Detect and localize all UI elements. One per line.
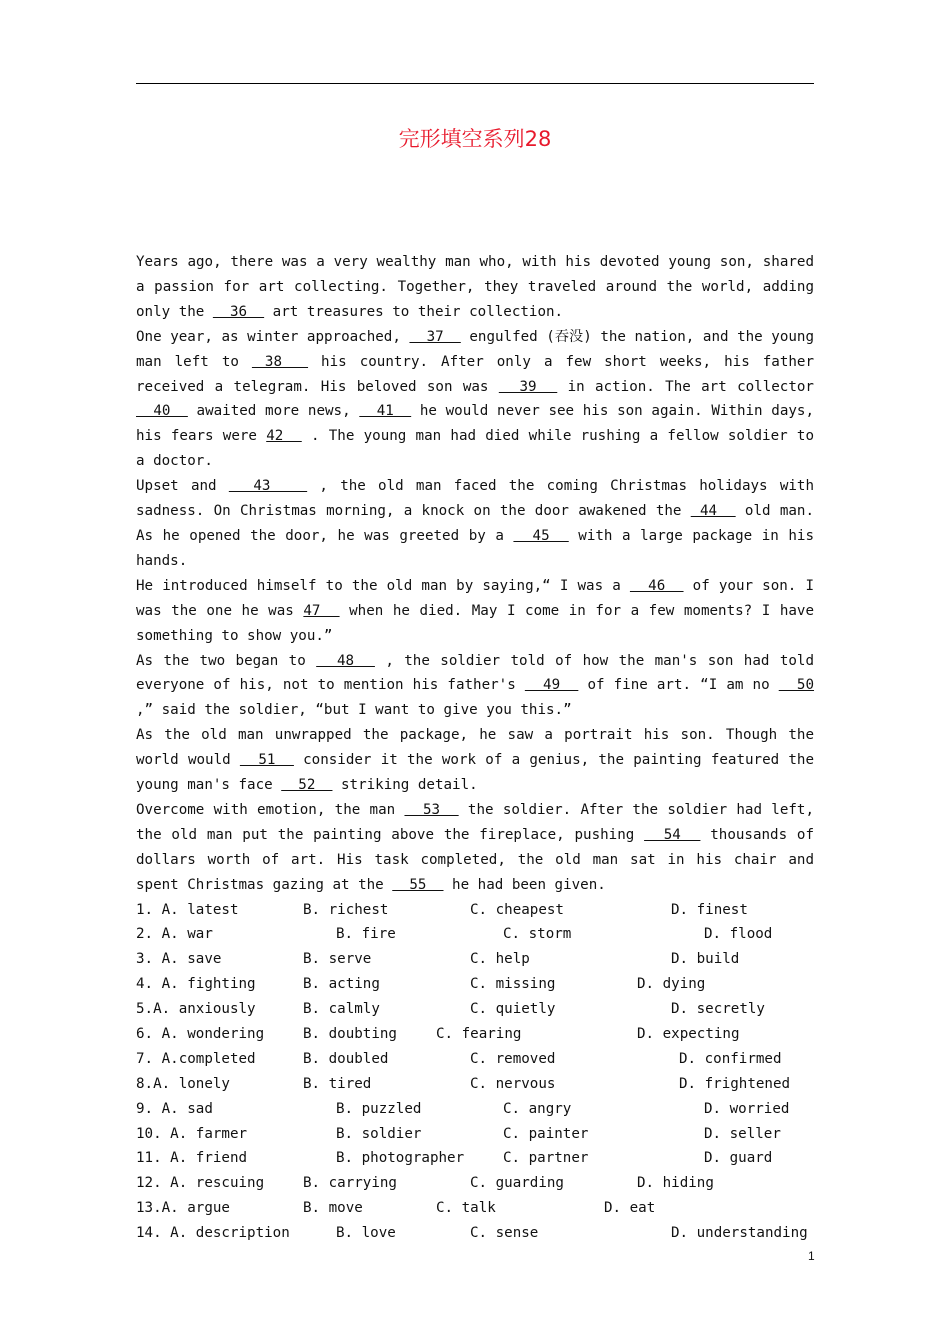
option-a: 3. A. save xyxy=(136,951,222,968)
option-c: C. painter xyxy=(503,1125,589,1142)
option-b: B. love xyxy=(336,1225,396,1242)
option-b: B. carrying xyxy=(303,1175,397,1192)
option-b: B. richest xyxy=(303,901,389,918)
option-a: 13.A. argue xyxy=(136,1200,230,1217)
paragraph-text: thousands of dollars worth of art. His task completed, the old man sat in his chair and spent Christmas gazing at the xyxy=(136,826,814,893)
option-c: C. cheapest xyxy=(470,901,564,918)
document-body xyxy=(136,250,814,1246)
answer-blank: 53 xyxy=(404,801,459,818)
answer-blank: 41 xyxy=(359,403,412,420)
answer-blank: 38 xyxy=(251,353,309,370)
option-d: D. finest xyxy=(671,901,748,918)
option-row xyxy=(136,1022,814,1047)
answer-blank: 51 xyxy=(239,752,294,769)
answer-blank: 43 xyxy=(228,478,308,495)
option-row xyxy=(136,1221,814,1246)
option-c: C. partner xyxy=(503,1150,589,1167)
paragraph-text: his country. After only a few short weeks, his father received a telegram. His beloved son was xyxy=(136,353,815,395)
options-list xyxy=(136,898,814,1246)
option-d: D. eat xyxy=(604,1200,656,1217)
option-a: 5.A. anxiously xyxy=(136,1001,256,1018)
paragraph-text: , the soldier told of how the man's son had told everyone of his, not to mention his father's xyxy=(136,652,814,694)
paragraph-text: he would never see his son again. Within days, his fears were xyxy=(136,403,814,445)
page-title: 完形填空系列28 xyxy=(398,127,552,151)
answer-blank: 55 xyxy=(392,876,444,893)
option-c: C. talk xyxy=(436,1200,496,1217)
option-b: B. puzzled xyxy=(336,1100,422,1117)
option-d: D. seller xyxy=(704,1125,781,1142)
option-a: 14. A. description xyxy=(136,1225,290,1242)
paragraph-text: the soldier. After the soldier had left, the old man put the painting above the fireplace, pushing xyxy=(136,801,814,843)
paragraph xyxy=(136,649,814,724)
option-d: D. guard xyxy=(704,1150,773,1167)
paragraph-text: ,” said the soldier, “but I want to give you this.” xyxy=(136,702,572,719)
option-b: B. serve xyxy=(303,951,372,968)
option-row xyxy=(136,1072,814,1097)
paragraph-text: with a large package in his hands. xyxy=(136,527,814,569)
paragraph-text: As the old man unwrapped the package, he saw a portrait his son. Though the world would xyxy=(136,727,814,769)
option-b: B. photographer xyxy=(336,1150,465,1167)
answer-blank: 46 xyxy=(629,577,684,594)
option-d: D. flood xyxy=(704,926,773,943)
paragraph xyxy=(136,574,814,649)
option-c: C. guarding xyxy=(470,1175,564,1192)
option-row xyxy=(136,1122,814,1147)
option-d: D. frightened xyxy=(679,1075,791,1092)
paragraph-text: striking detail. xyxy=(332,777,478,794)
option-c: C. nervous xyxy=(470,1075,556,1092)
page-number: 1 xyxy=(808,1249,815,1263)
option-a: 8.A. lonely xyxy=(136,1075,230,1092)
option-a: 11. A. friend xyxy=(136,1150,248,1167)
option-row xyxy=(136,972,814,997)
option-d: D. hiding xyxy=(637,1175,714,1192)
answer-blank: 39 xyxy=(498,378,558,395)
answer-blank: 50 xyxy=(778,677,815,694)
option-a: 7. A.completed xyxy=(136,1050,256,1067)
option-d: D. secretly xyxy=(671,1001,765,1018)
option-c: C. removed xyxy=(470,1050,556,1067)
option-row xyxy=(136,1146,814,1171)
option-row xyxy=(136,1171,814,1196)
paragraph-text: awaited more news, xyxy=(187,403,360,420)
option-a: 4. A. fighting xyxy=(136,976,256,993)
answer-blank: 45 xyxy=(513,527,569,544)
paragraph xyxy=(136,325,814,474)
option-a: 1. A. latest xyxy=(136,901,239,918)
paragraph xyxy=(136,474,814,574)
option-c: C. quietly xyxy=(470,1001,556,1018)
paragraph-text: when he died. May I come in for a few moments? I have something to show you.” xyxy=(136,602,815,644)
answer-blank: 37 xyxy=(409,328,461,345)
option-d: D. build xyxy=(671,951,740,968)
option-d: D. expecting xyxy=(637,1026,740,1043)
option-b: B. tired xyxy=(303,1075,372,1092)
option-a: 9. A. sad xyxy=(136,1100,213,1117)
option-a: 10. A. farmer xyxy=(136,1125,248,1142)
answer-blank: 40 xyxy=(136,403,188,420)
option-c: C. storm xyxy=(503,926,572,943)
paragraph xyxy=(136,723,814,798)
option-b: B. soldier xyxy=(336,1125,422,1142)
option-b: B. move xyxy=(303,1200,363,1217)
option-d: D. confirmed xyxy=(679,1050,782,1067)
paragraph-text: art treasures to their collection. xyxy=(264,303,564,320)
paragraph-text: As the two began to xyxy=(136,652,317,669)
option-c: C. sense xyxy=(470,1225,539,1242)
paragraph-text: Years ago, there was a very wealthy man who, with his devoted young son, shared a passion for art collecting. Together, they traveled around the world, adding only the xyxy=(136,254,814,320)
paragraph xyxy=(136,250,814,325)
answer-blank: 47 xyxy=(303,602,340,619)
option-b: B. doubting xyxy=(303,1026,397,1043)
answer-blank: 48 xyxy=(316,652,375,669)
answer-blank: 52 xyxy=(281,777,333,794)
passage xyxy=(136,250,814,898)
option-c: C. fearing xyxy=(436,1026,522,1043)
option-b: B. calmly xyxy=(303,1001,380,1018)
option-b: B. doubled xyxy=(303,1050,389,1067)
answer-blank: 42 xyxy=(266,428,302,445)
top-rule xyxy=(136,83,814,84)
option-d: D. worried xyxy=(704,1100,790,1117)
option-row xyxy=(136,1097,814,1122)
paragraph-text: old man. As he opened the door, he was greeted by a xyxy=(136,503,814,544)
paragraph-text: . The young man had died while rushing a fellow soldier to a doctor. xyxy=(136,428,814,470)
option-c: C. help xyxy=(470,951,530,968)
option-a: 12. A. rescuing xyxy=(136,1175,265,1192)
paragraph-text: in action. The art collector xyxy=(557,378,814,395)
option-b: B. acting xyxy=(303,976,380,993)
answer-blank: 44 xyxy=(690,503,736,520)
option-row xyxy=(136,997,814,1022)
paragraph-text: consider it the work of a genius, the painting featured the young man's face xyxy=(136,752,815,794)
option-row xyxy=(136,1196,814,1221)
option-b: B. fire xyxy=(336,926,396,943)
option-row xyxy=(136,898,814,923)
paragraph-text: he had been given. xyxy=(443,876,606,893)
option-c: C. missing xyxy=(470,976,556,993)
paragraph-text: of fine art. “I am no xyxy=(578,677,779,694)
paragraph-text: One year, as winter approached, xyxy=(136,328,410,345)
option-row xyxy=(136,922,814,947)
option-d: D. understanding xyxy=(671,1225,808,1242)
paragraph-text: Overcome with emotion, the man xyxy=(136,801,405,818)
option-c: C. angry xyxy=(503,1100,572,1117)
paragraph-text: He introduced himself to the old man by saying,“ I was a xyxy=(136,577,630,594)
option-row xyxy=(136,1047,814,1072)
answer-blank: 36 xyxy=(212,303,265,320)
answer-blank: 54 xyxy=(644,826,701,843)
option-a: 2. A. war xyxy=(136,926,213,943)
paragraph-text: Upset and xyxy=(136,478,229,495)
paragraph-text: of your son. I was the one he was xyxy=(136,577,815,619)
paragraph xyxy=(136,798,814,898)
option-row xyxy=(136,947,814,972)
paragraph-text: engulfed (吞没) the nation, and the young man left to xyxy=(136,328,814,370)
option-a: 6. A. wondering xyxy=(136,1026,265,1043)
option-d: D. dying xyxy=(637,976,706,993)
answer-blank: 49 xyxy=(524,677,579,694)
paragraph-text: , the old man faced the coming Christmas holidays with sadness. On Christmas morning, a knock on the door awakened the xyxy=(136,478,814,520)
